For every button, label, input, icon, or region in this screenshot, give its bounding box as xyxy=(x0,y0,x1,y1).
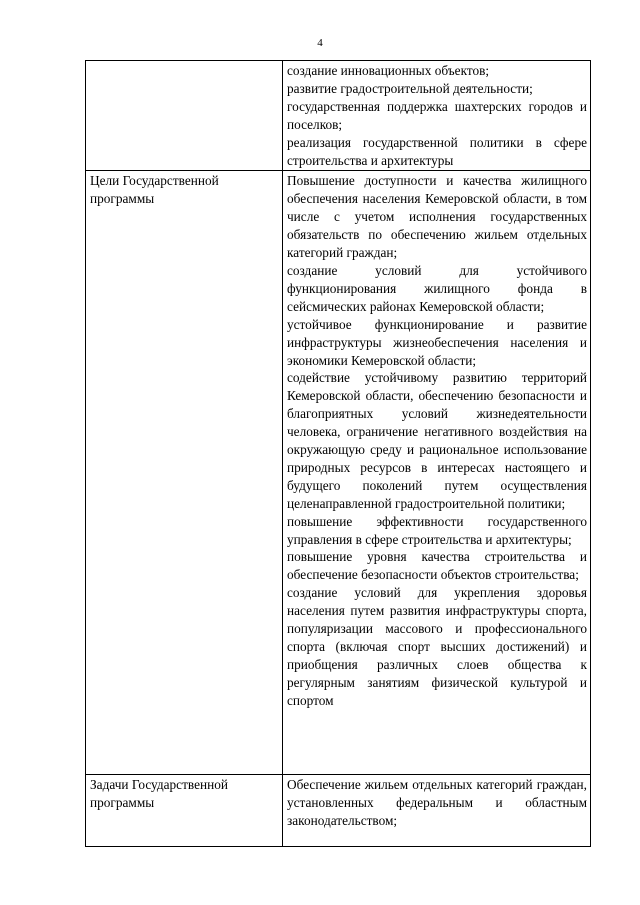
row-content-goals xyxy=(283,171,591,775)
row-label-goals: Цели Государственной программы xyxy=(86,171,283,775)
list-item: государственная поддержка шахтерских городов и поселков; xyxy=(287,98,587,132)
list-item: устойчивое функционирование и развитие инфраструктуры жизнеобеспечения населения и экономики Кемеровской области; xyxy=(287,316,587,368)
list-item: повышение уровня качества строительства и обеспечение безопасности объектов строительства; xyxy=(287,549,587,583)
list-item: развитие градостроительной деятельности; xyxy=(287,80,533,96)
list-item: повышение эффективности государственного управления в сфере строительства и архитектуры; xyxy=(287,513,587,547)
row-content-tasks xyxy=(283,775,591,847)
list-item: создание инновационных объектов; xyxy=(287,63,490,78)
table-row-goals xyxy=(86,171,591,775)
list-item: Обеспечение жильем отдельных категорий граждан, установленных федеральным и областным законодательством; xyxy=(287,777,587,829)
list-item: реализация государственной политики в сфере строительства и архитектуры xyxy=(287,134,587,168)
list-item: Повышение доступности и качества жилищного обеспечения населения Кемеровской области, в том числе с учетом исполнения государственных обязательств по обеспечению жильем отдельных категорий граждан; xyxy=(287,173,587,261)
list-item: содействие устойчивому развитию территорий Кемеровской области, обеспечению безопасности и благоприятных условий жизнедеятельности человека, ограничение негативного воздействия на окружающую среду и рациональное использование природных ресурсов в интересах настоящего и будущего поколений путем осуществления целенаправленной градостроительной политики; xyxy=(287,370,587,511)
table-row-continuation xyxy=(86,61,591,171)
row-content-continuation xyxy=(283,61,591,171)
program-passport-table xyxy=(85,60,591,847)
list-item: создание условий для укрепления здоровья населения путем развития инфраструктуры спорта, популяризации массового и профессионального спорта (включая спорт высших достижений) и приобщения различных слоев общества к регулярным занятиям физической культурой и спортом xyxy=(287,585,587,708)
page-number: 4 xyxy=(317,37,323,49)
row-label-empty xyxy=(86,61,283,171)
row-label-tasks: Задачи Государственной программы xyxy=(86,775,283,847)
table-row-tasks xyxy=(86,775,591,847)
list-item: создание условий для устойчивого функционирования жилищного фонда в сейсмических районах Кемеровской области; xyxy=(287,262,587,314)
